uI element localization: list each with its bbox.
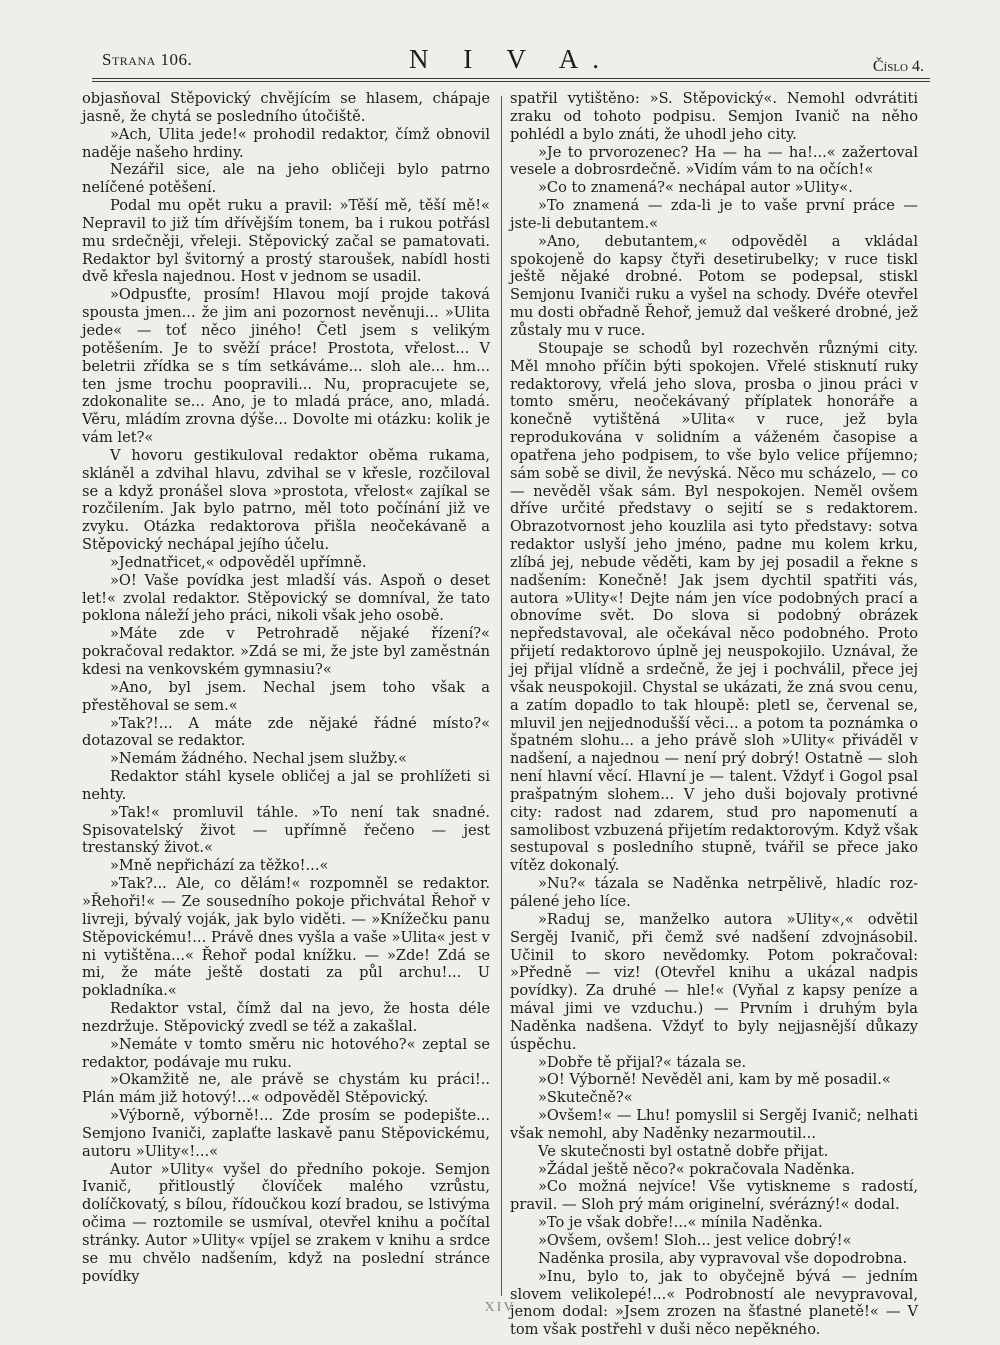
paragraph: Nezářil sice, ale na jeho obličeji bylo patrno nelíčené potěšení.: [82, 161, 490, 197]
paragraph: »Ano, debutantem,« odpověděl a vkládal spokojeně do kapsy čtyři desetirubelky; v ruce tiskl ještě nějaké drobné. Potom se podepsal, stiskl Semjonu Ivaniči ruku a vyšel na schody. Dvéře otevřel mu dosti obřadně Řehoř, jemuž dal veškeré drobné, jež zůstaly mu v ruce.: [510, 232, 918, 339]
paragraph: Redaktor vstal, čímž dal na jevo, že hosta déle nezdržuje. Stěpovický zvedl se též a zakašlal.: [82, 1000, 490, 1035]
paragraph: »Žádal ještě něco?« pokračovala Naděnka.: [538, 1160, 855, 1178]
paragraph: Naděnka prosila, aby vypravoval vše dopodrobna.: [538, 1249, 908, 1267]
paragraph: »Co možná nejvíce! Vše vytiskneme s radostí, pravil. — Sloh prý mám originelní, svérázný!« dodal.: [510, 1178, 918, 1214]
paragraph: »Dobře tě přijal?« tázala se.: [538, 1053, 747, 1071]
paragraph: »Skutečně?«: [538, 1089, 633, 1107]
paragraph: »Jednatřicet,« odpověděl upřímně.: [110, 553, 367, 571]
paragraph: »Co to znamená?« nechápal autor »Ulity«.: [538, 179, 853, 197]
paragraph: Autor »Ulity« vyšel do předního pokoje. Semjon Ivanič, přitloustlý človíček malého vzrůstu, dolíčkovatý, s bílou, řídoučkou kozí bradou, se lstivýma očima — roztomile se usmíval, otevřel knihu a počítal stránky. Autor »Ulity« vpíjel se zrakem v knihu a srdce se mu chvělo nadšením, když na poslední stránce povídky: [82, 1160, 490, 1285]
paragraph: »Tak?!... A máte zde nějaké řádné místo?« dotazoval se redaktor.: [82, 714, 490, 750]
paragraph: »Ano, byl jsem. Nechal jsem toho však a přestěhoval se sem.«: [82, 678, 490, 714]
paragraph: Ve skutečnosti byl ostatně dobře přijat.: [538, 1142, 829, 1160]
paragraph: »Mně nepřichází za těžko!...«: [110, 857, 329, 875]
header-rule: [92, 78, 930, 82]
paragraph: »Nemáte v tomto směru nic hotového?« zeptal se redaktor, podávaje mu ruku.: [82, 1035, 490, 1071]
paragraph: »Ovšem!« — Lhu! pomyslil si Sergěj Ivanič; nelhati však nemohl, aby Naděnky nezarmoutil...: [510, 1107, 918, 1142]
right-column: [510, 90, 918, 1339]
paragraph: »Ach, Ulita jede!« prohodil redaktor, čímž obnovil naděje našeho hrdiny.: [82, 125, 490, 161]
paragraph: »Nu?« tázala se Naděnka netrpělivě, hladíc rozpálené jeho líce.: [510, 875, 918, 910]
paragraph: spatřil vytištěno: »S. Stěpovický«. Nemohl odvrátiti zraku od tohoto podpisu. Semjon Ivanič na něho pohlédl a bylo znáti, že uhodl jeho city.: [510, 90, 918, 143]
paragraph: »Je to prvorozenec? Ha — ha — ha!...« zažertoval vesele a dobrosrdečně. »Vidím vám to na očích!«: [510, 143, 918, 179]
paragraph: »Odpusťte, prosím! Hlavou mojí projde taková spousta jmen... že jim ani pozornost nevěnuji... »Ulita jede« — toť něco jiného! Četl jsem s velikým potěšením. Je to svěží práce! Prostota, vřelost... V beletrii zřídka se s tím setkáváme... sloh ale... hm... ten jsme trochu poopravili... Nu, propracujete se, zdokonalite se... Ano, je to mladá práce, ano, mladá. Věru, mládím zrovna dýše... Dovolte mi otázku: kolik je vám let?«: [82, 286, 490, 447]
paragraph: »Tak!« promluvil táhle. »To není tak snadné. Spisovatelský život — upřímně řečeno — jest trestanský život.«: [82, 803, 490, 857]
paragraph: Stoupaje se schodů byl rozechvěn různými city. Měl mnoho příčin býti spokojen. Vřelé stisknutí ruky redaktorovy, vřelá jeho slova, prosba o jinou práci v tomto směru, neočekávaný příplatek honoráře a konečně vytištěná »Ulita« v ruce, jež byla reprodukována v solidním a váženém časopise a opatřena jeho podpisem, to vše bylo velice příjemno; sám sobě se divil, že nevýská. Něco mu scházelo, — co — nevěděl však sám. Byl nespokojen. Neměl ovšem dříve určité představy o sejití se s redaktorem. Obrazotvornost jeho kouzlila asi tyto představy: sotva redaktor uslyší jeho jméno, padne mu kolem krku, zlíbá jej, nebude věděti, kam by jej posadil a řekne s nadšením: Konečně! Jak jsem dychtil spatřiti vás, autora »Ulity«! Dejte nám jen více podobných prací a obnovíme svět. Do slova si podobný obrázek nepředstavoval, ale očekával něco podobného. Proto přijetí redaktorovo úplně jej neuspokojilo. Uznával, že jej přijal vlídně a srdečně, že jej i pochválil, přece jej však neuspokojil. Chystal se ukázati, že zná svou cenu, a zatím dopadlo to tak hloupě: pletl se, červenal se, mluvil jen nejjednodušší věci... a potom ta poznámka o špatném slohu... a jeho právě sloh »Ulity« přiváděl v nadšení, a najednou — není prý dobrý! Ostatně — sloh není hlavní věcí. Hlavní je — talent. Vždyť i Gogol psal prašpatným slohem... V jeho duši bojovaly protivné city: radost nad zdarem, stud pro napomenutí a samolibost vzbuzená přijetím redaktorovým. Když však sestupoval s posledního stupně, tvářil se přece jako vítěz dokonalý.: [510, 339, 918, 875]
column-divider: [501, 96, 502, 1296]
paragraph: »Nemám žádného. Nechal jsem služby.«: [110, 750, 407, 768]
issue-number: Číslo 4.: [872, 58, 924, 75]
left-column: [82, 90, 490, 1320]
paragraph: »To je však dobře!...« mínila Naděnka.: [538, 1214, 823, 1232]
journal-title: N I V A.: [408, 44, 614, 74]
paragraph: »Inu, bylo to, jak to obyčejně bývá — jedním slovem velikolepé!...« Podrobností ale nevypravoval, jenom dodal: »Jsem zrozen na šťastné planetě!« — V tom však postřehl v duši něco nepěkného.: [510, 1267, 918, 1339]
paragraph: »Raduj se, manželko autora »Ulity«,« odvětil Sergěj Ivanič, při čemž své nadšení zdvojnásobil. Učinil to skoro nevědomky. Potom pokračoval: »Předně — viz! (Otevřel knihu a ukázal nadpis povídky). Za druhé — hle!« (Vyňal z kapsy peníze a mával jimi ve vzduchu.) — Prvním i druhým byla Naděnka nadšena. Vždyť to byly nejjasnější důkazy úspěchu.: [510, 910, 918, 1053]
paragraph: »Ovšem, ovšem! Sloh... jest velice dobrý!«: [538, 1232, 852, 1249]
sheet-signature: XIV: [484, 1300, 516, 1315]
paragraph: V hovoru gestikuloval redaktor oběma rukama, skláněl a zdvihal hlavu, zdvihal se v křesle, rozčiloval se a když pronášel slova »prostota, vřelost« zajíkal se rozčilením. Jak bylo patrno, měl toto počínání již ve zvyku. Otázka redaktorova přišla neočekávaně a Stěpovický nechápal jejího účelu.: [82, 446, 490, 554]
page-header: [92, 44, 930, 78]
paragraph: »To znamená — zda-li je to vaše první práce — jste-li debutantem.«: [510, 197, 918, 232]
paragraph: »Tak?... Ale, co dělám!« rozpomněl se redaktor. »Řehoři!« — Ze sousedního pokoje přichvátal Řehoř v livreji, bývalý voják, jak bylo viděti. — »Knížečku panu Stěpovickému!... Právě dnes vyšla a vaše »Ulita« jest v ni vytištěna...« Řehoř podal knížku. — »Zde! Zdá se mi, že máte ještě dostati za půl archu!... U pokladníka.«: [82, 875, 490, 1000]
paragraph: »Máte zde v Petrohradě nějaké řízení?« pokračoval redaktor. »Zdá se mi, že jste byl zaměstnán kdesi na venkovském gymnasiu?«: [82, 625, 490, 678]
paragraph: »O! Výborně! Nevěděl ani, kam by mě posadil.«: [538, 1071, 891, 1089]
paragraph: Podal mu opět ruku a pravil: »Těší mě, těší mě!« Nepravil to již tím dřívějším tonem, ba i rukou potřásl mu srdečněji, vřeleji. Stěpovický začal se pamatovati. Redaktor byl švitorný a prostý staroušek, nabídl hosti dvě křesla najednou. Host v jednom se usadil.: [82, 197, 490, 286]
paragraph: Redaktor stáhl kysele obličej a jal se prohlížeti si nehty.: [82, 768, 490, 803]
paragraph: »O! Vaše povídka jest mladší vás. Aspoň o deset let!« zvolal redaktor. Stěpovický se domníval, že tato poklona náleží jeho práci, nikoli však jeho osobě.: [82, 571, 490, 625]
paragraph: objasňoval Stěpovický chvějícím se hlasem, chápaje jasně, že chytá se posledního útočiště.: [82, 90, 490, 125]
paragraph: »Okamžitě ne, ale právě se chystám ku práci!.. Plán mám již hotový!...« odpověděl Stěpovický.: [82, 1071, 490, 1107]
page-number: Strana 106.: [102, 50, 193, 69]
paragraph: »Výborně, výborně!... Zde prosím se podepište... Semjono Ivaniči, zaplaťte laskavě panu Stěpovickému, autoru »Ulity«!...«: [82, 1107, 490, 1160]
